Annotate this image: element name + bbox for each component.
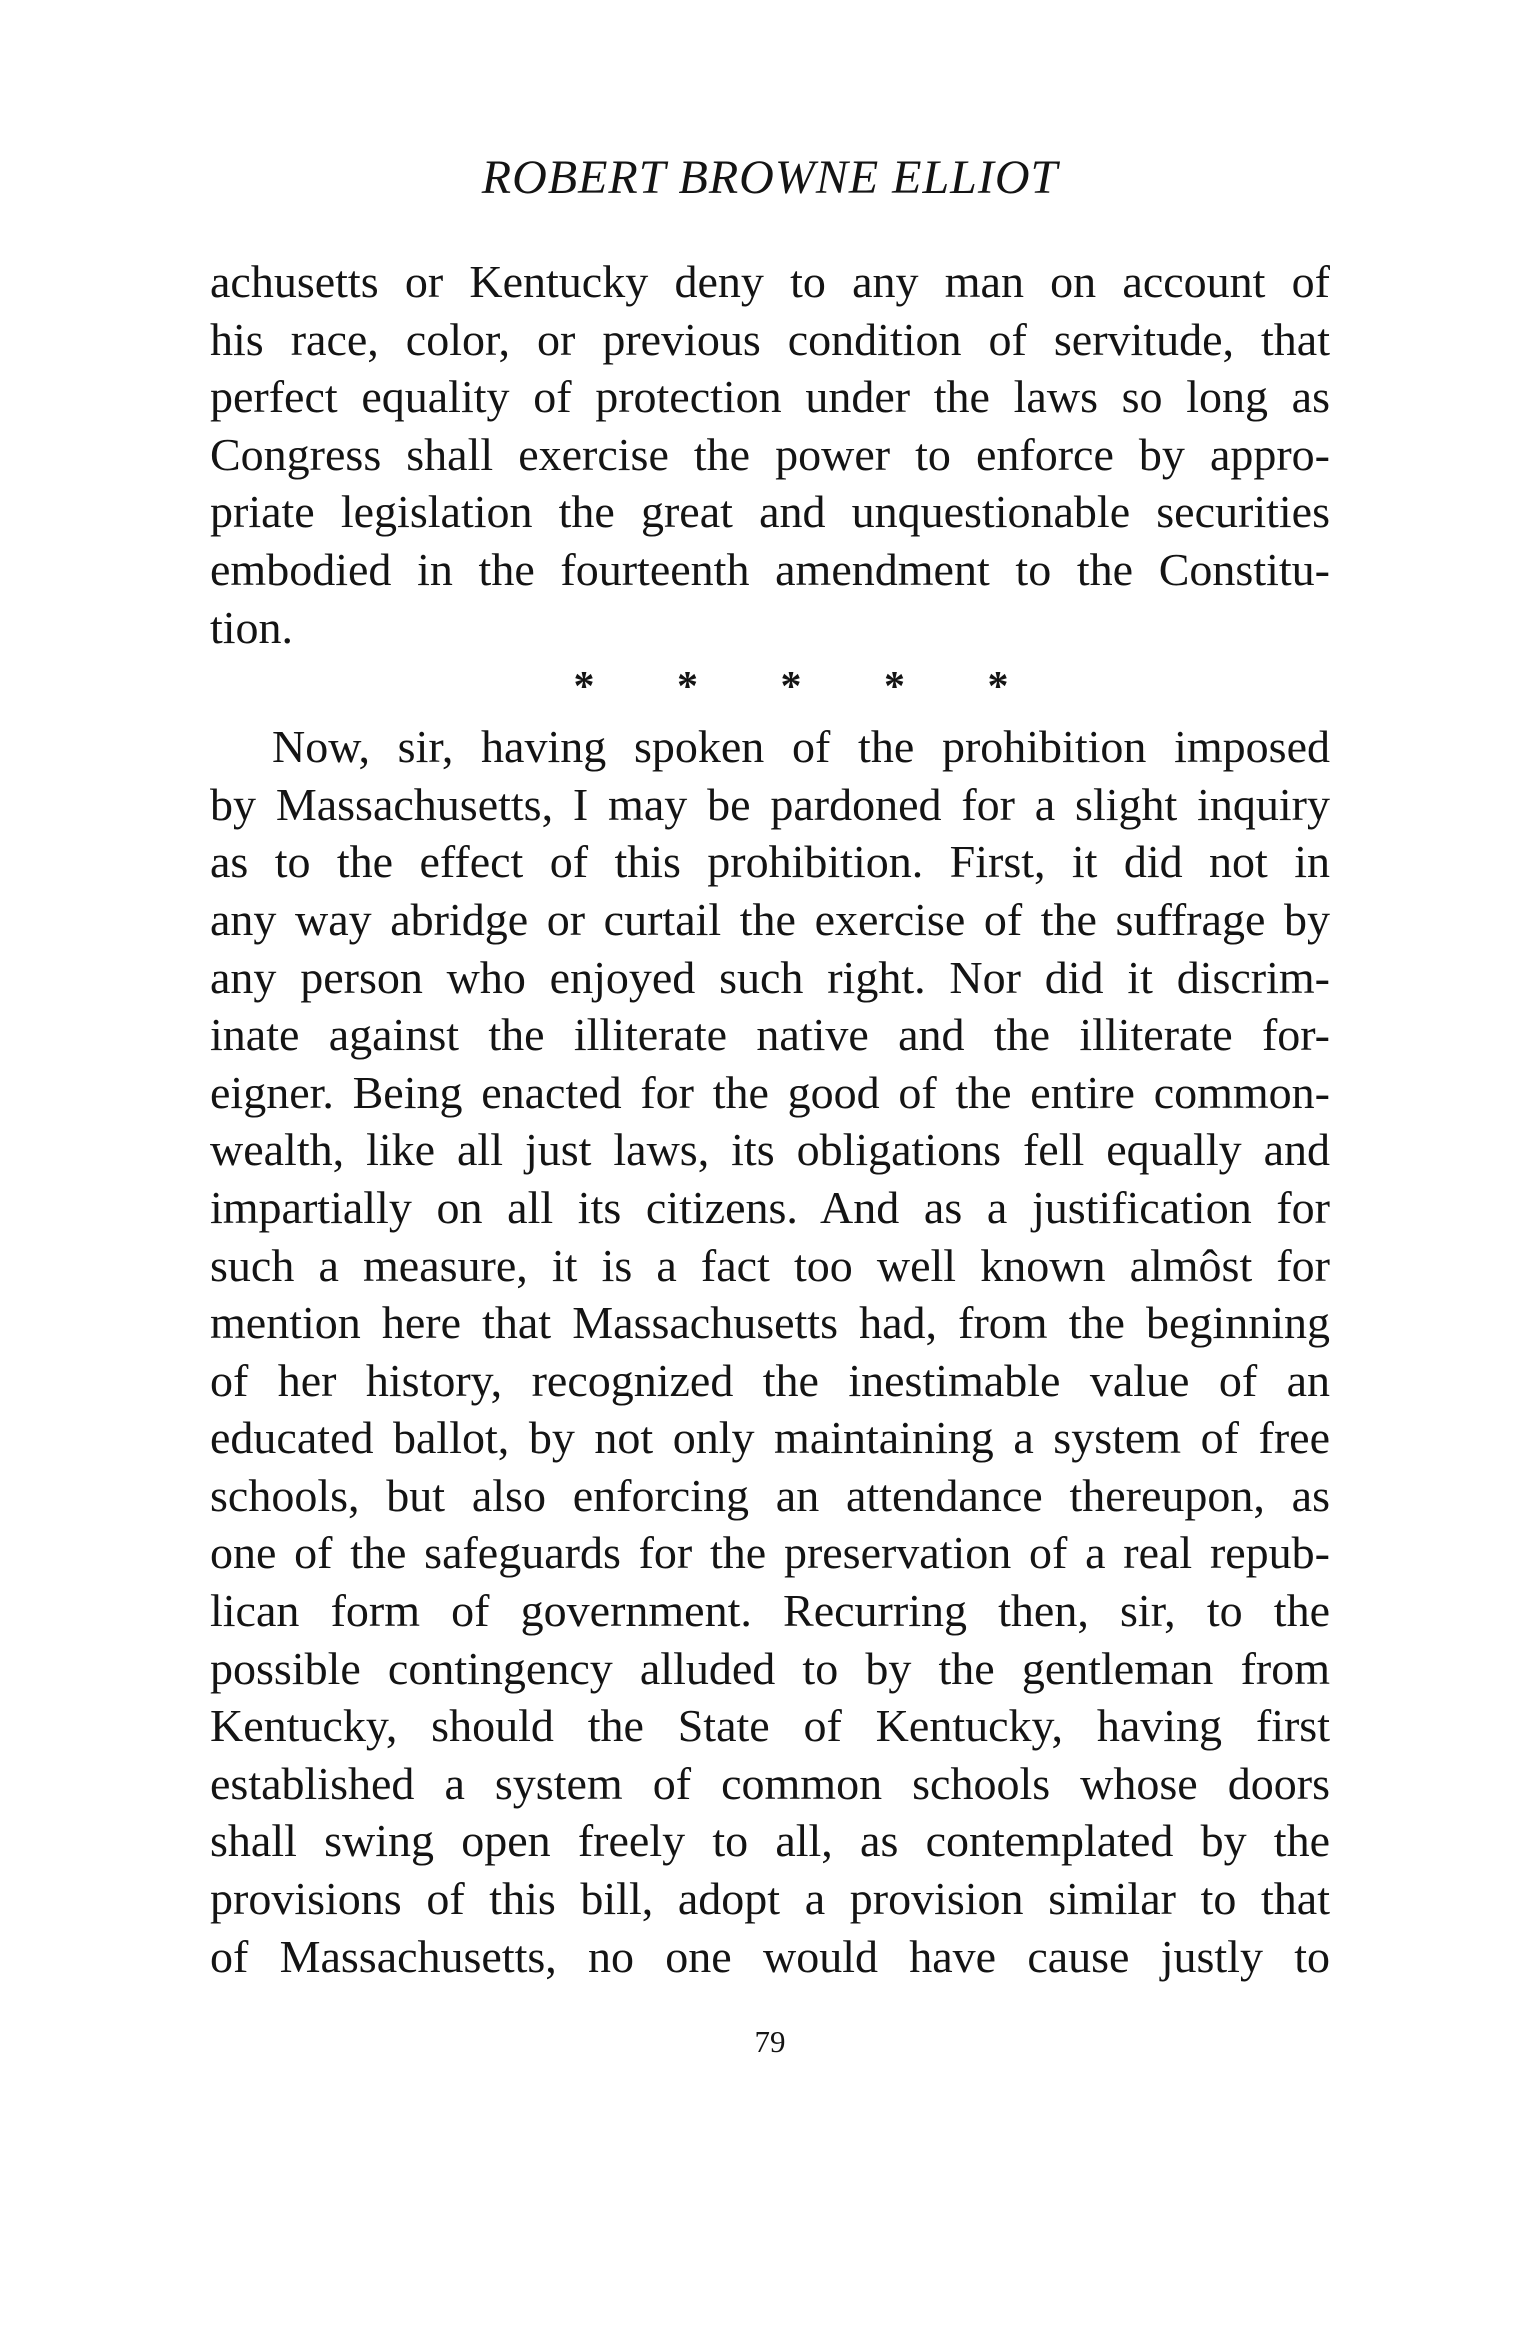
text-line: provisions of this bill, adopt a provision similar to that — [210, 1873, 1330, 1925]
text-line: by Massachusetts, I may be pardoned for a slight inquiry — [210, 778, 1330, 830]
text-line: perfect equality of protection under the laws so long as — [210, 371, 1330, 423]
text-line: mention here that Massachusetts had, from the beginning — [210, 1297, 1330, 1349]
text-line: of her history, recognized the inestimable value of an — [210, 1354, 1330, 1406]
text-line: lican form of government. Recurring then, sir, to the — [210, 1585, 1330, 1637]
text-line: embodied in the fourteenth amendment to the Constitu- — [210, 543, 1330, 595]
text-line: eigner. Being enacted for the good of the entire common- — [210, 1066, 1330, 1118]
paragraph — [210, 718, 1330, 1985]
running-title: ROBERT BROWNE ELLIOT — [481, 151, 1059, 204]
text-line: wealth, like all just laws, its obligations fell equally and — [210, 1124, 1330, 1176]
text-line: of Massachusetts, no one would have cause justly to — [210, 1930, 1330, 1982]
text-line: shall swing open freely to all, as contemplated by the — [210, 1815, 1330, 1867]
text-line: tion. — [210, 601, 294, 653]
text-line: priate legislation the great and unquestionable securities — [210, 486, 1330, 538]
paragraph-continued — [210, 253, 1330, 656]
text-line: Congress shall exercise the power to enforce by appro- — [210, 428, 1330, 480]
text-line: Kentucky, should the State of Kentucky, having first — [210, 1700, 1330, 1752]
text-line: schools, but also enforcing an attendance thereupon, as — [210, 1469, 1330, 1521]
text-line: achusetts or Kentucky deny to any man on account of — [210, 256, 1330, 307]
text-line: inate against the illiterate native and the illiterate for- — [210, 1009, 1330, 1061]
text-line: such a measure, it is a fact too well known almôst for — [210, 1239, 1330, 1291]
text-line: one of the safeguards for the preservation of a real repub- — [210, 1527, 1330, 1579]
text-line: as to the effect of this prohibition. First, it did not in — [210, 836, 1330, 888]
text-line: any way abridge or curtail the exercise of the suffrage by — [210, 893, 1330, 945]
section-break-asterisks: * * * * * — [573, 664, 1045, 711]
text-line: Now, sir, having spoken of the prohibition imposed — [272, 721, 1330, 773]
text-line: his race, color, or previous condition of servitude, that — [210, 313, 1330, 365]
text-line: possible contingency alluded to by the gentleman from — [210, 1642, 1330, 1694]
page-number: 79 — [754, 2024, 786, 2059]
text-line: any person who enjoyed such right. Nor did it discrim- — [210, 951, 1330, 1003]
text-line: impartially on all its citizens. And as a justification for — [210, 1181, 1330, 1233]
text-line: educated ballot, by not only maintaining a system of free — [210, 1412, 1330, 1464]
body-text — [210, 253, 1330, 1985]
text-line: established a system of common schools whose doors — [210, 1757, 1330, 1809]
